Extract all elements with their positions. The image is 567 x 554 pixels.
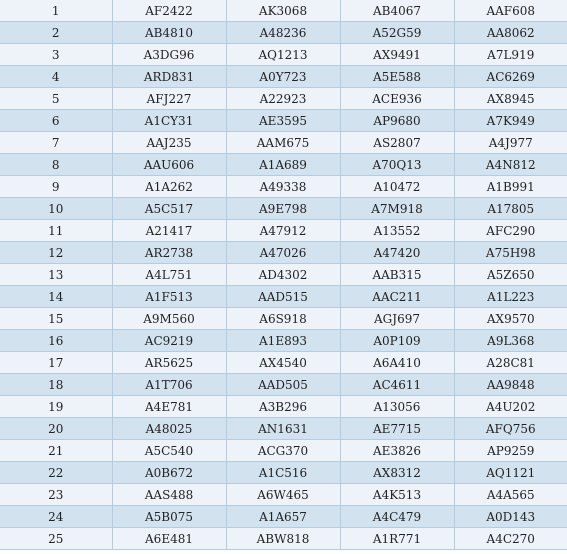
table-cell: AAF608 bbox=[454, 0, 567, 22]
table-cell: AE3826 bbox=[340, 440, 454, 462]
table-cell: A4C479 bbox=[340, 506, 454, 528]
table-cell: A6E481 bbox=[112, 528, 226, 550]
table-cell: AR5625 bbox=[112, 352, 226, 374]
table-row bbox=[0, 132, 567, 154]
row-number: 22 bbox=[0, 462, 112, 484]
table-cell: A0Y723 bbox=[226, 66, 340, 88]
table-cell: AC4611 bbox=[340, 374, 454, 396]
row-number: 24 bbox=[0, 506, 112, 528]
table-cell: AS2807 bbox=[340, 132, 454, 154]
table-row bbox=[0, 66, 567, 88]
table-cell: A1F513 bbox=[112, 286, 226, 308]
table-cell: AX8945 bbox=[454, 88, 567, 110]
table-cell: AX8312 bbox=[340, 462, 454, 484]
row-number: 15 bbox=[0, 308, 112, 330]
row-number: 25 bbox=[0, 528, 112, 550]
table-cell: A5E588 bbox=[340, 66, 454, 88]
table-cell: AB4067 bbox=[340, 0, 454, 22]
table-row bbox=[0, 418, 567, 440]
table-cell: A0D143 bbox=[454, 506, 567, 528]
row-number: 12 bbox=[0, 242, 112, 264]
table-cell: A4K513 bbox=[340, 484, 454, 506]
table-cell: A5C517 bbox=[112, 198, 226, 220]
table-cell: A1R771 bbox=[340, 528, 454, 550]
table-cell: ACG370 bbox=[226, 440, 340, 462]
table-cell: A5Z650 bbox=[454, 264, 567, 286]
table-cell: AN1631 bbox=[226, 418, 340, 440]
table-cell: AK3068 bbox=[226, 0, 340, 22]
table-cell: A47912 bbox=[226, 220, 340, 242]
table-cell: AAB315 bbox=[340, 264, 454, 286]
table-cell: A1A689 bbox=[226, 154, 340, 176]
row-number: 17 bbox=[0, 352, 112, 374]
table-row bbox=[0, 0, 567, 22]
table-cell: AB4810 bbox=[112, 22, 226, 44]
table-cell: AFC290 bbox=[454, 220, 567, 242]
row-number: 8 bbox=[0, 154, 112, 176]
table-cell: AFQ756 bbox=[454, 418, 567, 440]
table-cell: A70Q13 bbox=[340, 154, 454, 176]
table-cell: A49338 bbox=[226, 176, 340, 198]
table-row bbox=[0, 154, 567, 176]
table-cell: A6A410 bbox=[340, 352, 454, 374]
row-number: 4 bbox=[0, 66, 112, 88]
table-cell: A13056 bbox=[340, 396, 454, 418]
table-cell: A1A657 bbox=[226, 506, 340, 528]
table-cell: ACE936 bbox=[340, 88, 454, 110]
table-cell: A1T706 bbox=[112, 374, 226, 396]
table-row bbox=[0, 286, 567, 308]
table-row bbox=[0, 352, 567, 374]
table-row bbox=[0, 484, 567, 506]
row-number: 20 bbox=[0, 418, 112, 440]
table-cell: AC9219 bbox=[112, 330, 226, 352]
table-cell: A9L368 bbox=[454, 330, 567, 352]
table-cell: A4A565 bbox=[454, 484, 567, 506]
table-row bbox=[0, 396, 567, 418]
table-cell: A9M560 bbox=[112, 308, 226, 330]
row-number: 3 bbox=[0, 44, 112, 66]
table-cell: A5C540 bbox=[112, 440, 226, 462]
table-cell: A6W465 bbox=[226, 484, 340, 506]
table-cell: AAM675 bbox=[226, 132, 340, 154]
row-number: 7 bbox=[0, 132, 112, 154]
table-cell: A13552 bbox=[340, 220, 454, 242]
table-cell: A6S918 bbox=[226, 308, 340, 330]
table-cell: A3DG96 bbox=[112, 44, 226, 66]
table-cell: AR2738 bbox=[112, 242, 226, 264]
row-number: 19 bbox=[0, 396, 112, 418]
table-cell: A4N812 bbox=[454, 154, 567, 176]
row-number: 1 bbox=[0, 0, 112, 22]
row-number: 9 bbox=[0, 176, 112, 198]
table-row bbox=[0, 440, 567, 462]
table-cell: A1A262 bbox=[112, 176, 226, 198]
table-cell: A1CY31 bbox=[112, 110, 226, 132]
table-cell: A5B075 bbox=[112, 506, 226, 528]
row-number: 23 bbox=[0, 484, 112, 506]
table-cell: A1E893 bbox=[226, 330, 340, 352]
table-cell: A9E798 bbox=[226, 198, 340, 220]
table-cell: A10472 bbox=[340, 176, 454, 198]
table-cell: AC6269 bbox=[454, 66, 567, 88]
table-cell: AD4302 bbox=[226, 264, 340, 286]
table-cell: AAD515 bbox=[226, 286, 340, 308]
table-cell: AQ1121 bbox=[454, 462, 567, 484]
table-cell: A47420 bbox=[340, 242, 454, 264]
table-cell: AA9848 bbox=[454, 374, 567, 396]
table-cell: AX4540 bbox=[226, 352, 340, 374]
table-row bbox=[0, 176, 567, 198]
table-cell: AA8062 bbox=[454, 22, 567, 44]
table-cell: AAD505 bbox=[226, 374, 340, 396]
table-cell: AE7715 bbox=[340, 418, 454, 440]
table-cell: A4U202 bbox=[454, 396, 567, 418]
table-cell: A1B991 bbox=[454, 176, 567, 198]
table-cell: A3B296 bbox=[226, 396, 340, 418]
row-number: 11 bbox=[0, 220, 112, 242]
table-cell: AF2422 bbox=[112, 0, 226, 22]
row-number: 6 bbox=[0, 110, 112, 132]
table-cell: ABW818 bbox=[226, 528, 340, 550]
table-cell: A75H98 bbox=[454, 242, 567, 264]
table-cell: AFJ227 bbox=[112, 88, 226, 110]
table-row bbox=[0, 44, 567, 66]
table-cell: AAC211 bbox=[340, 286, 454, 308]
table-cell: A22923 bbox=[226, 88, 340, 110]
table-cell: AAJ235 bbox=[112, 132, 226, 154]
table-row bbox=[0, 198, 567, 220]
table-row bbox=[0, 110, 567, 132]
table-row bbox=[0, 220, 567, 242]
table-row bbox=[0, 528, 567, 550]
row-number: 14 bbox=[0, 286, 112, 308]
table-cell: AAS488 bbox=[112, 484, 226, 506]
table-cell: A48025 bbox=[112, 418, 226, 440]
table-cell: A47026 bbox=[226, 242, 340, 264]
table-cell: A7K949 bbox=[454, 110, 567, 132]
row-number: 18 bbox=[0, 374, 112, 396]
table-row bbox=[0, 22, 567, 44]
table-cell: ARD831 bbox=[112, 66, 226, 88]
row-number: 5 bbox=[0, 88, 112, 110]
row-number: 21 bbox=[0, 440, 112, 462]
table-cell: A28C81 bbox=[454, 352, 567, 374]
table-cell: A4E781 bbox=[112, 396, 226, 418]
table-cell: A7M918 bbox=[340, 198, 454, 220]
table-cell: AP9259 bbox=[454, 440, 567, 462]
table-cell: A4C270 bbox=[454, 528, 567, 550]
table-row bbox=[0, 330, 567, 352]
table-cell: A0B672 bbox=[112, 462, 226, 484]
table-cell: AX9570 bbox=[454, 308, 567, 330]
row-number: 13 bbox=[0, 264, 112, 286]
table-cell: AQ1213 bbox=[226, 44, 340, 66]
row-number: 10 bbox=[0, 198, 112, 220]
table-row bbox=[0, 506, 567, 528]
table-cell: A48236 bbox=[226, 22, 340, 44]
table-row bbox=[0, 242, 567, 264]
table-cell: A0P109 bbox=[340, 330, 454, 352]
table-cell: AX9491 bbox=[340, 44, 454, 66]
table-cell: A4J977 bbox=[454, 132, 567, 154]
table-cell: AAU606 bbox=[112, 154, 226, 176]
row-number: 16 bbox=[0, 330, 112, 352]
table-row bbox=[0, 264, 567, 286]
table-cell: A17805 bbox=[454, 198, 567, 220]
table-row bbox=[0, 308, 567, 330]
table-cell: AGJ697 bbox=[340, 308, 454, 330]
table-row bbox=[0, 374, 567, 396]
table-row bbox=[0, 88, 567, 110]
table-cell: AE3595 bbox=[226, 110, 340, 132]
table-row bbox=[0, 462, 567, 484]
table-cell: A1L223 bbox=[454, 286, 567, 308]
table-cell: A7L919 bbox=[454, 44, 567, 66]
table-cell: A21417 bbox=[112, 220, 226, 242]
table-cell: A4L751 bbox=[112, 264, 226, 286]
table-cell: A1C516 bbox=[226, 462, 340, 484]
table-cell: AP9680 bbox=[340, 110, 454, 132]
row-number: 2 bbox=[0, 22, 112, 44]
table-cell: A52G59 bbox=[340, 22, 454, 44]
